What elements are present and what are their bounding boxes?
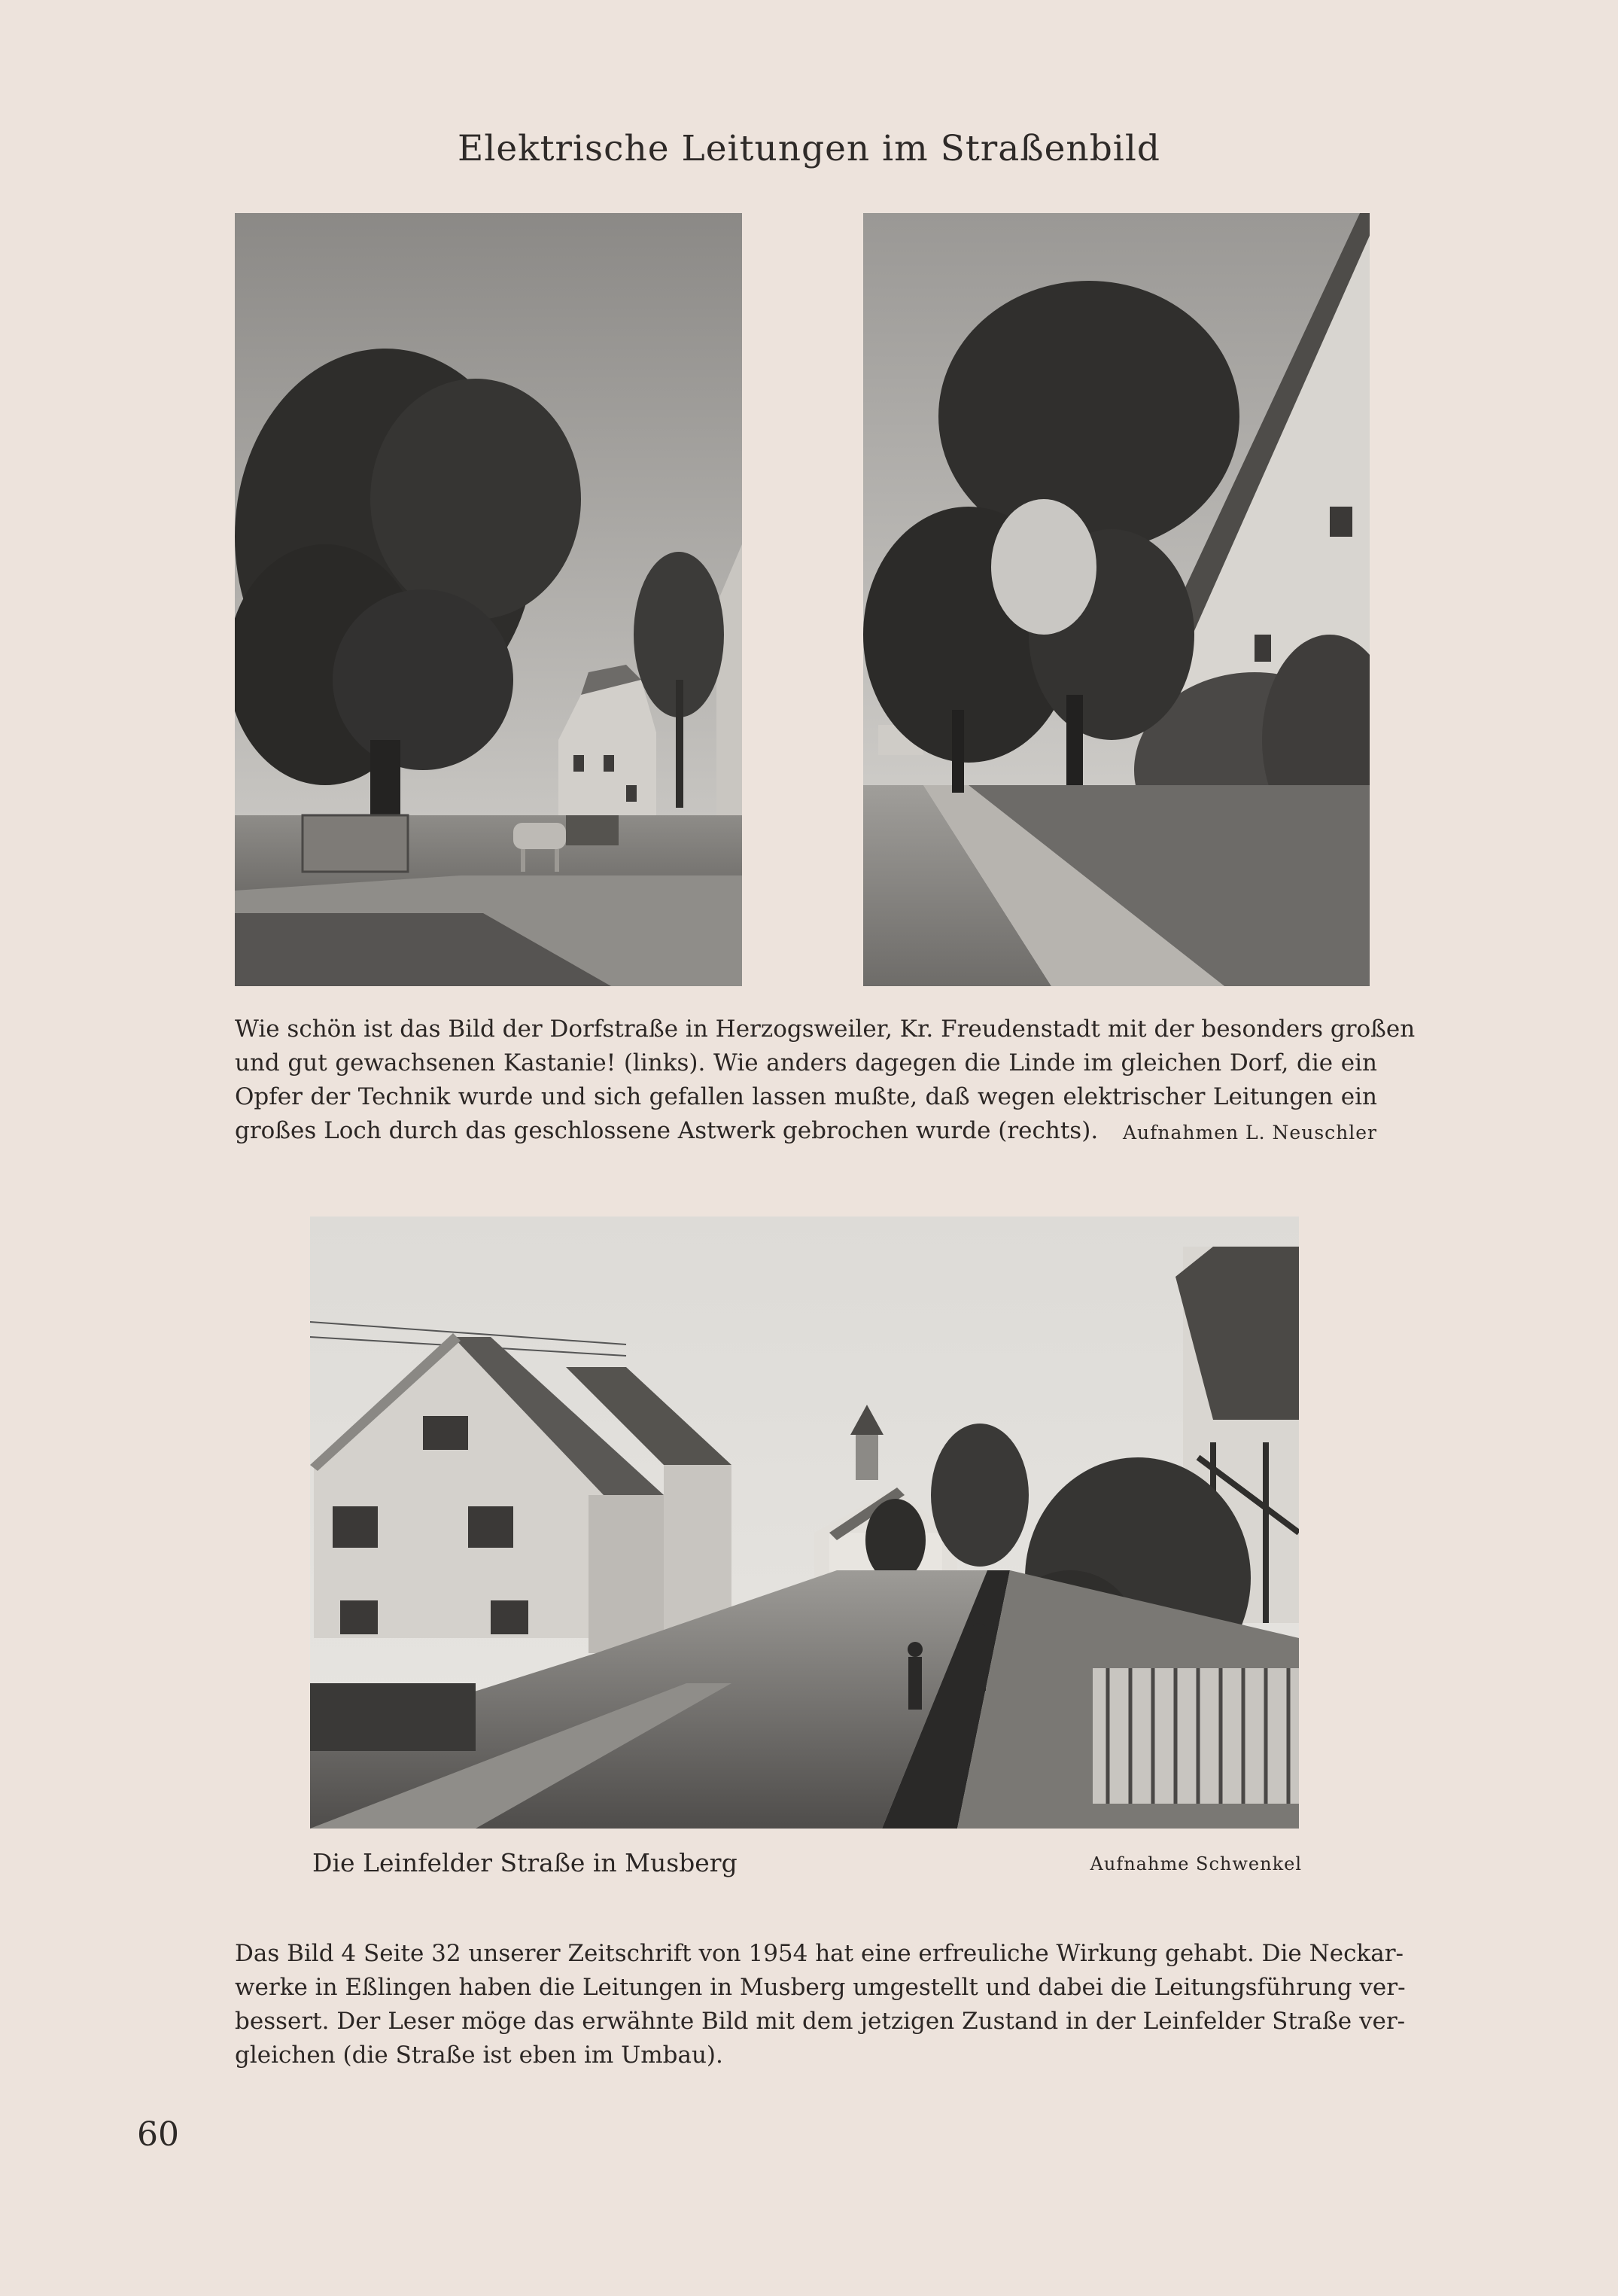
figure-caption-bottom: Die Leinfelder Straße in Musberg <box>312 1848 738 1877</box>
body-line: Das Bild 4 Seite 32 unserer Zeitschrift von 1954 hat eine erfreuliche Wirkung gehabt. Die Neckar- <box>235 1940 1404 1967</box>
photo-chestnut-tree <box>235 213 742 986</box>
caption-line: und gut gewachsenen Kastanie! (links). Wie anders dagegen die Linde im gleichen Dorf, die ein <box>235 1049 1377 1076</box>
photo-credit-top: Aufnahmen L. Neuschler <box>1122 1122 1377 1143</box>
body-line: gleichen (die Straße ist eben im Umbau). <box>235 2042 723 2069</box>
body-line: werke in Eßlingen haben die Leitungen in Musberg umgestellt und dabei die Leitungsführung ver- <box>235 1974 1406 2001</box>
photo-musberg-street <box>310 1217 1299 1829</box>
caption-line-last <box>235 1114 1377 1148</box>
caption-line: Opfer der Technik wurde und sich gefallen lassen mußte, daß wegen elektrischer Leitungen ein <box>235 1083 1377 1110</box>
figure-caption-top <box>235 1012 1416 1150</box>
body-paragraph <box>235 1937 1406 2072</box>
photo-linden-tree <box>863 213 1370 986</box>
body-line: bessert. Der Leser möge das erwähnte Bild mit dem jetzigen Zustand in der Leinfelder Straße ver- <box>235 2008 1406 2035</box>
page-title: Elektrische Leitungen im Straßenbild <box>458 128 1160 169</box>
photo-credit-bottom: Aufnahme Schwenkel <box>1090 1853 1302 1874</box>
caption-line: großes Loch durch das geschlossene Astwerk gebrochen wurde (rechts). <box>235 1117 1099 1144</box>
caption-line: Wie schön ist das Bild der Dorfstraße in Herzogsweiler, Kr. Freudenstadt mit der besonders großen <box>235 1016 1416 1043</box>
page-number: 60 <box>137 2115 179 2154</box>
